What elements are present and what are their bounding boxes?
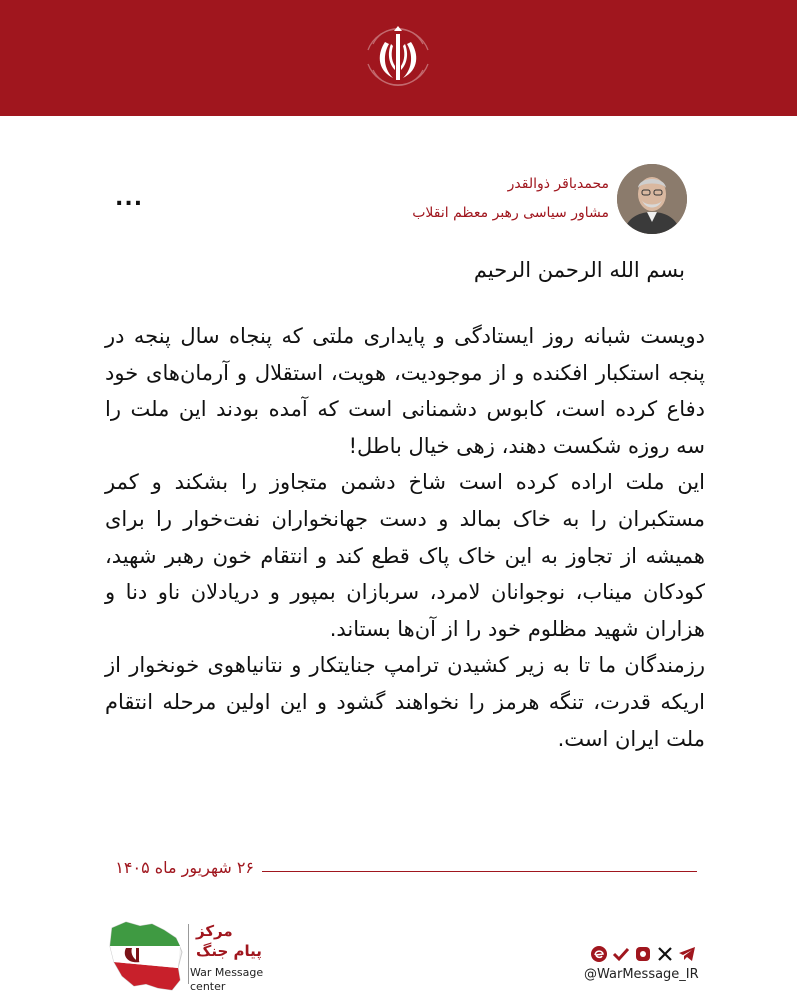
telegram-icon[interactable] [678,945,696,963]
logo-english-line1: War Message [190,966,264,979]
social-handle[interactable]: @WarMessage_IR [584,967,699,982]
eitaa-icon[interactable] [590,945,608,963]
post-body [105,318,705,757]
date-divider [262,871,697,872]
logo-divider [188,924,189,984]
iran-emblem-icon [363,20,433,94]
paragraph-2: این ملت اراده کرده است شاخ دشمن متجاوز را بشکند و کمر مستکبران را به خاک بمالد و دست جهانخواران نفت‌خوار را برای همیشه از تجاوز به این خاک پاک قطع کند و انتقام خون رهبر شهید، کودکان میناب، نوجوانان لامرد، سربازان بمپور و دریادلان ناو دنا و هزاران شهید مظلوم خود را از آن‌ها بستاند. [105,470,705,641]
bale-icon[interactable] [634,945,652,963]
author-avatar [617,164,687,234]
paragraph-1: دویست شبانه روز ایستادگی و پایداری ملتی که پنجاه سال پنجه در پنجه استکبار افکنده و از موجودیت، هویت، استقلال و آرمان‌های خود دفاع کرده است، کابوس دشمنانی است که آمده بودند این ملت را سه روزه شکست دهند، زهی خیال باطل! [105,324,705,458]
logo-english-line2: center [190,980,226,993]
iran-map-logo-icon [106,918,186,994]
bismillah-heading: بسم الله الرحمن الرحیم [473,258,685,282]
post-date: ۲۶ شهریور ماه ۱۴۰۵ [115,858,254,877]
soroush-icon[interactable] [612,945,630,963]
logo-title-line2: پیام جنگ [196,942,262,960]
more-options-button[interactable]: ... [115,186,144,211]
top-banner [0,0,797,116]
author-role: مشاور سیاسی رهبر معظم انقلاب [412,205,609,221]
author-name[interactable]: محمدباقر ذوالقدر [507,176,609,192]
logo-title-line1: مرکز [196,922,233,940]
social-icons [590,944,696,964]
x-icon[interactable] [656,945,674,963]
paragraph-3: رزمندگان ما تا به زیر کشیدن ترامپ جنایتکار و نتانیاهوی خونخوار از اریکه قدرت، تنگه هرمز را نخواهند گشود و این اولین مرحله انتقام ملت ایران است. [105,653,705,751]
